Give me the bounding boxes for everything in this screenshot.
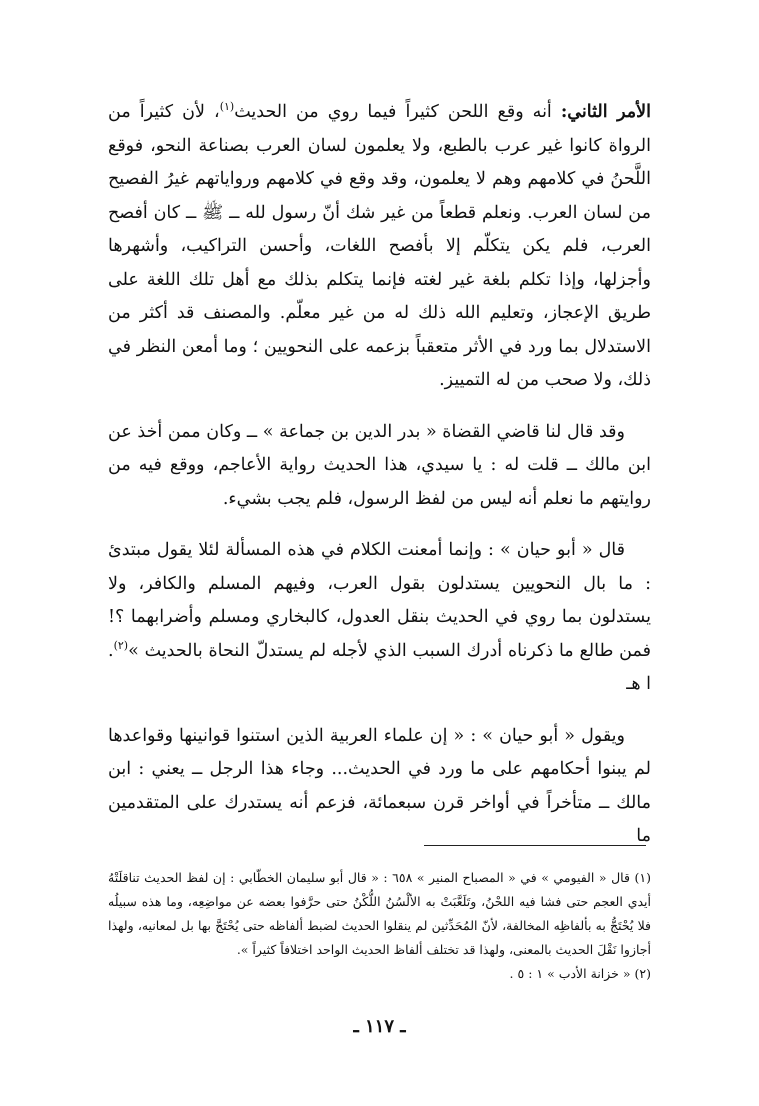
footnote-ref-2[interactable]: (٢) — [113, 638, 129, 652]
page-number: ـ ١١٧ ـ — [353, 1016, 406, 1037]
paragraph-1 — [108, 96, 651, 398]
paragraph-3 — [108, 534, 651, 702]
main-text — [108, 96, 651, 872]
footnote-2-text: « خزانة الأدب » ١ : ٥ . — [509, 966, 631, 981]
footnotes — [108, 866, 651, 986]
footnote-1-text: قال « الفيومي » في « المصباح المنير » ٦٥٨ : « قال أبو سليمان الخطّابي : إن لفظ الحديث تناقلَتْهُ أيدي العجم حتى فشا فيه اللحْنُ، وتَلَعَّبَتْ به الألْسُنُ اللُّكْنُ حتى حرَّفوا بعضه عن مواضِعِه، وما هذه سبيلُه فلا يُحْتَجُّ به بألفاظِه المخالفة، لأنّ المُحَدِّثين لم ينقلوا الحديث لضبط ألفاظه حتى يُحْتَجَّ بها بل لمعانيه، ولهذا أجازوا نَقْلَ الحديث بالمعنى، ولهذا قد تختلف ألفاظ الحديث الواحد اختلافاً كثيراً ». — [108, 870, 651, 957]
footnote-divider — [424, 845, 646, 846]
paragraph-1-text-b: ، لأن كثيراً من الرواة كانوا غير عرب بالطبع، ولا يعلمون لسان العرب بصناعة النحو، فوقع اللَّحنُ في كلامهم وهم لا يعلمون، وقد وقع في كلامهم ورواياتهم غيرُ الفصيح من لسان العرب. ونعلم قطعاً من غير شك أنّ رسول لله ــ ﷺ ــ كان أفصح العرب، فلم يكن يتكلّم إلا بأفصح اللغات، وأحسن التراكيب، وأشهرها وأجزلها، وإذا تكلم بلغة غير لغته فإنما يتكلم بذلك مع أهل تلك اللغة على طريق الإعجاز، وتعليم الله ذلك له من غير معلّم. والمصنف قد أكثر من الاستدلال بما ورد في الأثر متعقباً بزعمه على النحويين ؛ وما أمعن النظر في ذلك، ولا صحب من له التمييز. — [108, 102, 651, 390]
paragraph-3-tail: . ا هـ — [108, 640, 651, 694]
footnote-2-number: (٢) — [634, 966, 651, 981]
section-lead: الأمر الثاني: — [560, 102, 651, 122]
footnote-1 — [108, 866, 651, 962]
paragraph-3-text: قال « أبو حيان » : وإنما أمعنت الكلام في هذه المسألة لئلا يقول مبتدئ : ما بال النحويين يستدلون بقول العرب، وفيهم المسلم والكافر، ولا يستدلون بما روي في الحديث بنقل العدول، كالبخاري ومسلم وأضرابهما ؟! فمن طالع ما ذكرناه أدرك السبب الذي لأجله لم يستدلّ النحاة بالحديث » — [108, 540, 651, 661]
paragraph-1-text-a: أنه وقع اللحن كثيراً فيما روي من الحديث — [234, 102, 561, 122]
footnote-ref-1[interactable]: (١) — [219, 100, 235, 114]
paragraph-2: وقد قال لنا قاضي القضاة « بدر الدين بن جماعة » ــ وكان ممن أخذ عن ابن مالك ــ قلت له : يا سيدي، هذا الحديث رواية الأعاجم، ووقع فيه من روايتهم ما نعلم أنه ليس من لفظ الرسول، فلم يجب بشيء. — [108, 421, 651, 509]
paragraph-4: ويقول « أبو حيان » : « إن علماء العربية الذين استنوا قوانينها وقواعدها لم يبنوا أحكامهم على ما ورد في الحديث... وجاء هذا الرجل ــ يعني : ابن مالك ــ متأخراً في أواخر قرن سبعمائة، فزعم أنه يستدرك على المتقدمين ما — [108, 725, 651, 846]
footnote-1-number: (١) — [634, 870, 651, 885]
footnote-2 — [108, 962, 651, 986]
